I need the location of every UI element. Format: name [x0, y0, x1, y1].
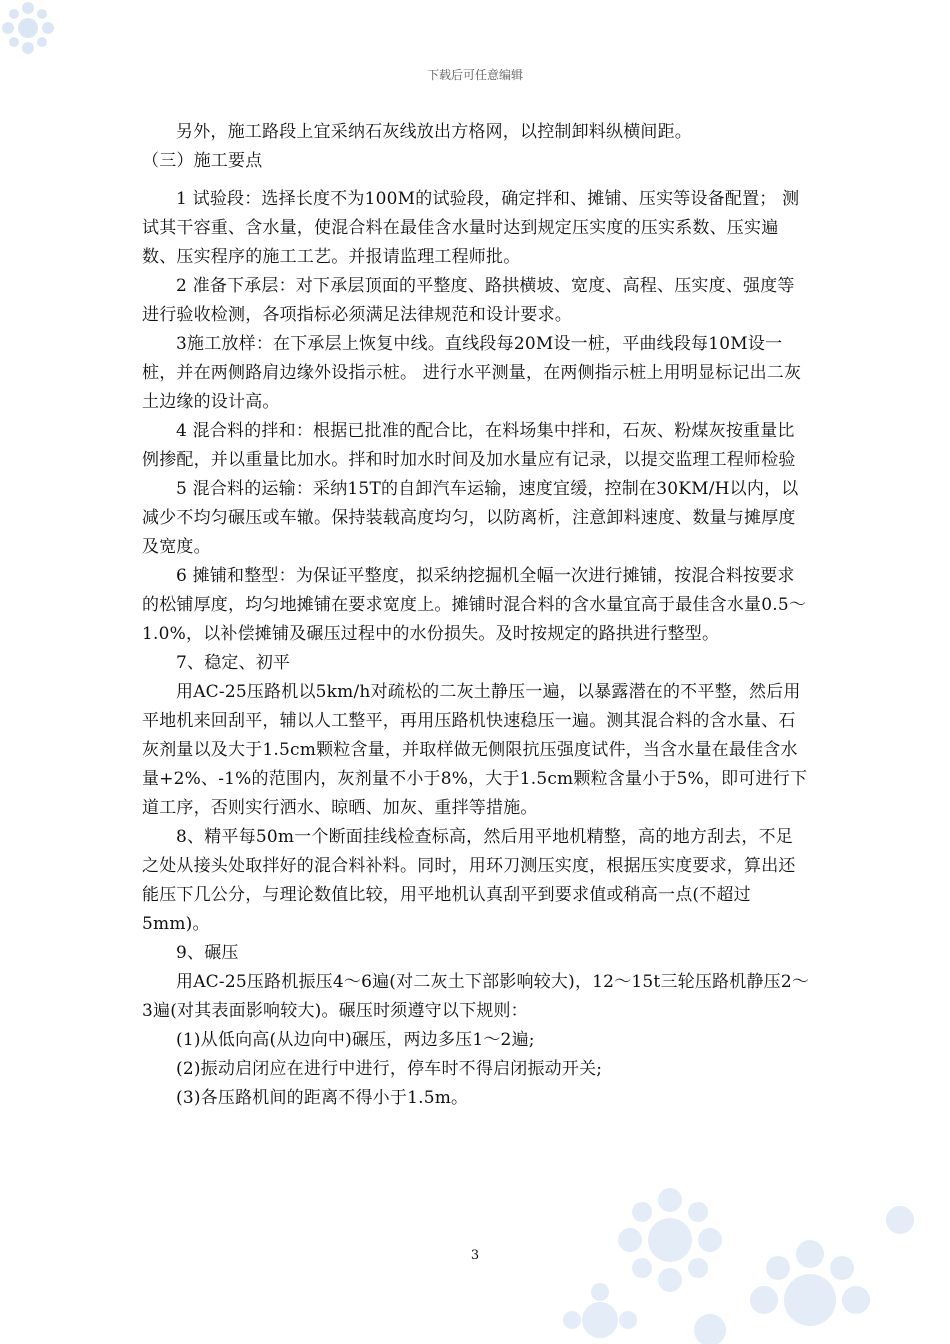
paragraph: 用AC-25压路机以5km/h对疏松的二灰土静压一遍，以暴露潜在的不平整，然后用平地机来回刮平，辅以人工整平，再用压路机快速稳压一遍。测其混合料的含水量、石灰剂量以及大于1.5cm颗粒含量，并取样做无侧限抗压强度试件，当含水量在最佳含水量+2%、-1%的范围内，灰剂量不小于8%，大于1.5cm颗粒含量小于5%，即可进行下道工序，否则实行洒水、晾晒、加灰、重拌等措施。 [142, 682, 808, 818]
list-item: (1)从低向高(从边向中)碾压，两边多压1～2遍; [176, 1030, 535, 1050]
paragraph: 3施工放样：在下承层上恢复中线。直线段每20M设一桩，平曲线段每10M设一桩，并在两侧路肩边缘外设指示桩。 进行水平测量，在两侧指示桩上用明显标记出二灰土边缘的设计高。 [142, 334, 802, 412]
paragraph: 1 试验段：选择长度不为100M的试验段，确定拌和、摊铺、压实等设备配置； 测试其干容重、含水量，使混合料在最佳含水量时达到规定压实度的压实系数、压实遍数、压实程序的施工工艺。并报请监理工程师批。 [142, 189, 800, 267]
paragraph: 2 准备下承层：对下承层顶面的平整度、路拱横坡、宽度、高程、压实度、强度等进行验收检测，各项指标必须满足法律规范和设计要求。 [142, 276, 795, 325]
list-item: (2)振动启闭应在进行中进行，停车时不得启闭振动开关; [176, 1059, 603, 1079]
paragraph: 6 摊铺和整型：为保证平整度，拟采纳挖掘机全幅一次进行摊铺，按混合料按要求的松铺厚度，均匀地摊铺在要求宽度上。摊铺时混合料的含水量宜高于最佳含水量0.5～1.0%，以补偿摊铺及碾压过程中的水份损失。及时按规定的路拱进行整型。 [142, 566, 807, 644]
paragraph: 8、精平每50m一个断面挂线检查标高，然后用平地机精整，高的地方刮去，不足之处从接头处取拌好的混合料补料。同时，用环刀测压实度，根据压实度要求，算出还能压下几公分，与理论数值比较，用平地机认真刮平到要求值或稍高一点(不超过5mm)。 [142, 827, 796, 934]
subheading: 7、稳定、初平 [176, 653, 291, 673]
list-item: (3)各压路机间的距离不得小于1.5m。 [176, 1088, 469, 1108]
section-heading: （三）施工要点 [142, 151, 263, 171]
watermark-top-left [0, 0, 60, 60]
paragraph: 5 混合料的运输：采纳15T的自卸汽车运输，速度宜缓，控制在30KM/H以内，以减少不均匀碾压或车辙。保持装载高度均匀，以防离析，注意卸料速度、数量与摊厚度及宽度。 [142, 479, 799, 557]
page-header: 下载后可任意编辑 [426, 68, 523, 82]
document-body [142, 118, 810, 1113]
page-number: 3 [470, 1248, 480, 1263]
paragraph: 用AC-25压路机振压4～6遍(对二灰土下部影响较大)，12～15t三轮压路机静压2～3遍(对其表面影响较大)。碾压时须遵守以下规则： [142, 972, 810, 1021]
paragraph: 另外，施工路段上宜采纳石灰线放出方格网，以控制卸料纵横间距。 [176, 122, 692, 142]
paragraph: 4 混合料的拌和：根据已批准的配合比，在料场集中拌和，石灰、粉煤灰按重量比例掺配，并以重量比加水。拌和时加水时间及加水量应有记录，以提交监理工程师检验 [142, 421, 796, 470]
subheading: 9、碾压 [176, 943, 239, 963]
